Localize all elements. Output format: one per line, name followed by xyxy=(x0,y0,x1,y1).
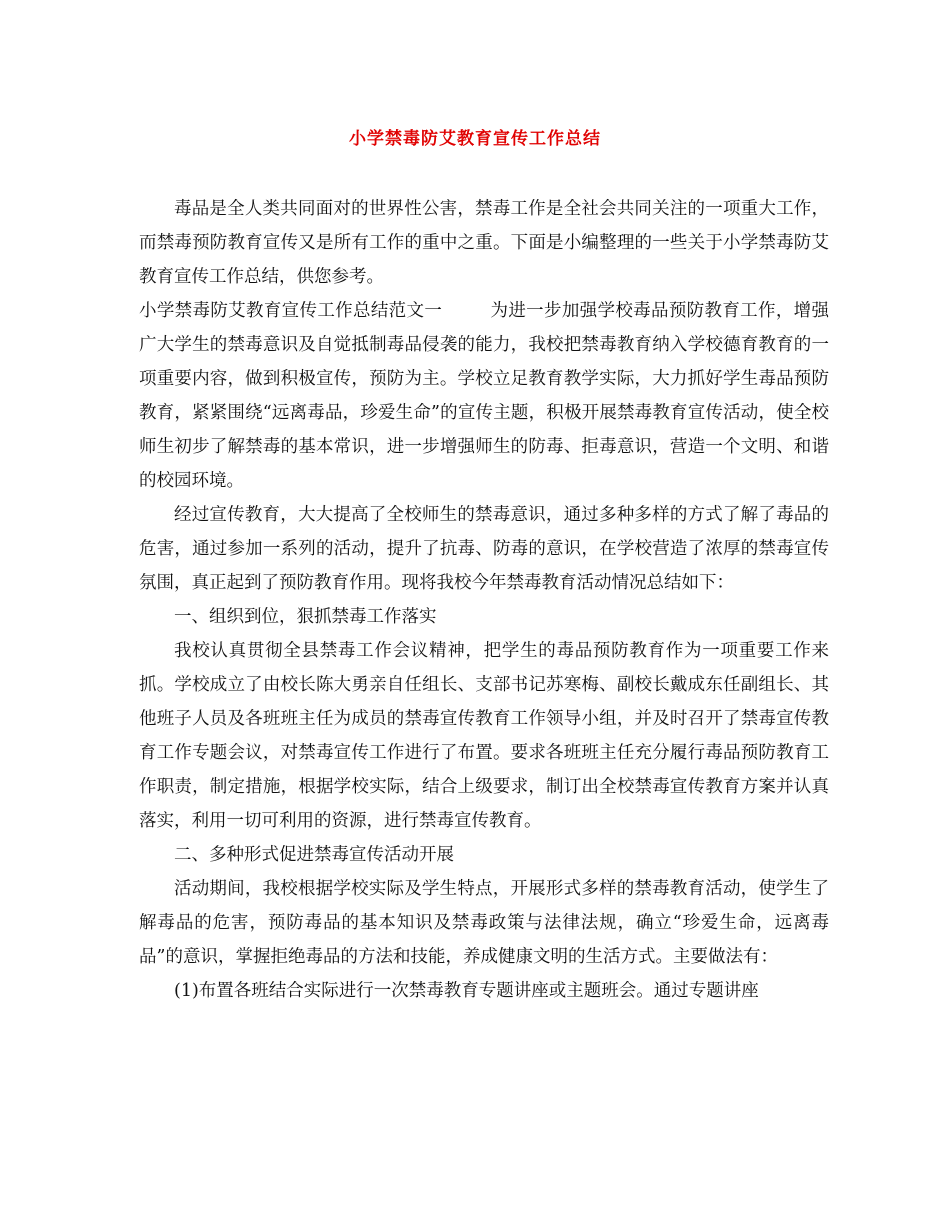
paragraph-1: 为进一步加强学校毒品预防教育工作，增强广大学生的禁毒意识及自觉抵制毒品侵袭的能力，我校把禁毒教育纳入学校德育教育的一项重要内容，做到积极宣传，预防为主。学校立足教育教学实际，大力抓好学生毒品预防教育，紧紧围绕“远离毒品，珍爱生命”的宣传主题，积极开展禁毒教育宣传活动，使全校师生初步了解禁毒的基本常识，进一步增强师生的防毒、拒毒意识，营造一个文明、和谐的校园环境。 xyxy=(139,301,830,491)
document-body xyxy=(139,192,829,1008)
section-heading-2: 二、多种形式促进禁毒宣传活动开展 xyxy=(174,845,454,865)
paragraph-4: 活动期间，我校根据学校实际及学生特点，开展形式多样的禁毒教育活动，使学生了解毒品的危害，预防毒品的基本知识及禁毒政策与法律法规，确立“珍爱生命，远离毒品”的意识，掌握拒绝毒品的方法和技能，养成健康文明的生活方式。主要做法有： xyxy=(139,879,829,967)
section-heading-1: 一、组织到位，狠抓禁毒工作落实 xyxy=(174,607,437,627)
paragraph-3: 我校认真贯彻全县禁毒工作会议精神，把学生的毒品预防教育作为一项重要工作来抓。学校成立了由校长陈大勇亲自任组长、支部书记苏寒梅、副校长戴成东任副组长、其他班子人员及各班班主任为成员的禁毒宣传教育工作领导小组，并及时召开了禁毒宣传教育工作专题会议，对禁毒宣传工作进行了布置。要求各班班主任充分履行毒品预防教育工作职责，制定措施，根据学校实际，结合上级要求，制订出全校禁毒宣传教育方案并认真落实，利用一切可利用的资源，进行禁毒宣传教育。 xyxy=(139,641,829,831)
paragraph-5: (1)布置各班结合实际进行一次禁毒教育专题讲座或主题班会。通过专题讲座 xyxy=(174,981,759,1001)
intro-paragraph: 毒品是全人类共同面对的世界性公害，禁毒工作是全社会共同关注的一项重大工作，而禁毒预防教育宣传又是所有工作的重中之重。下面是小编整理的一些关于小学禁毒防艾教育宣传工作总结，供您参考。 xyxy=(139,199,829,287)
document-title: 小学禁毒防艾教育宣传工作总结 xyxy=(349,129,601,149)
paragraph-2: 经过宣传教育，大大提高了全校师生的禁毒意识，通过多种多样的方式了解了毒品的危害，通过参加一系列的活动，提升了抗毒、防毒的意识，在学校营造了浓厚的禁毒宣传氛围，真正起到了预防教育作用。现将我校今年禁毒教育活动情况总结如下： xyxy=(139,505,829,593)
sample-label: 小学禁毒防艾教育宣传工作总结范文一 xyxy=(139,301,443,321)
sample-paragraph xyxy=(139,294,829,498)
